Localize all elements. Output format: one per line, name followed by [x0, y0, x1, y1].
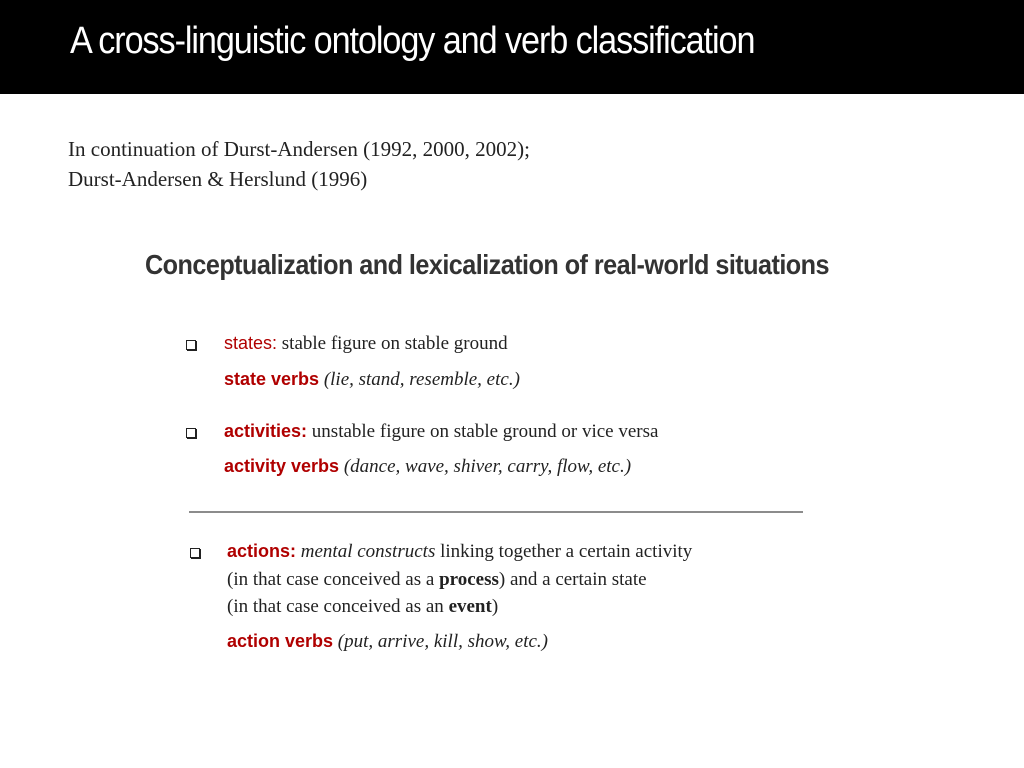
activity-verbs-label: activity verbs [224, 456, 340, 476]
action-verbs-examples: (put, arrive, kill, show, etc.) [337, 631, 548, 652]
states-term: states: [224, 333, 278, 353]
section-heading: Conceptualization and lexicalization of real-world situations [145, 249, 829, 280]
action-verbs-label: action verbs [227, 631, 334, 651]
actions-definition-line [227, 541, 692, 563]
state-verbs-examples: (lie, stand, resemble, etc.) [323, 369, 520, 390]
citation-line-2: Durst-Andersen & Herslund (1996) [68, 167, 368, 191]
actions-def-rest: linking together a certain activity [440, 541, 693, 562]
actions-line3-post: ) [491, 596, 499, 617]
states-verbs-line [224, 369, 520, 391]
actions-process-line [227, 569, 647, 591]
activities-definition-line [224, 421, 658, 443]
activity-verbs-examples: (dance, wave, shiver, carry, flow, etc.) [343, 456, 632, 477]
actions-term: actions: [227, 541, 297, 561]
process-term: process [439, 569, 499, 590]
square-bullet-icon [190, 548, 200, 558]
section-divider [189, 511, 803, 513]
states-definition-line [224, 333, 508, 355]
square-bullet-icon [186, 340, 196, 350]
citation [68, 134, 530, 194]
event-term: event [448, 596, 492, 617]
activities-definition: unstable figure on stable ground or vice versa [311, 421, 659, 442]
actions-event-line [227, 596, 498, 618]
states-definition: stable figure on stable ground [281, 333, 508, 354]
activities-term: activities: [224, 421, 308, 441]
state-verbs-label: state verbs [224, 369, 320, 389]
activities-verbs-line [224, 456, 631, 478]
actions-def-italic: mental constructs [300, 541, 436, 562]
citation-line-1: In continuation of Durst-Andersen (1992, 2000, 2002); [68, 137, 530, 161]
actions-line3-pre: (in that case conceived as an [227, 596, 444, 617]
actions-verbs-line [227, 631, 548, 653]
actions-line2-post: ) and a certain state [498, 569, 647, 590]
title-bar [0, 0, 1024, 94]
actions-line2-pre: (in that case conceived as a [227, 569, 435, 590]
square-bullet-icon [186, 428, 196, 438]
slide-title: A cross-linguistic ontology and verb classification [70, 20, 755, 62]
